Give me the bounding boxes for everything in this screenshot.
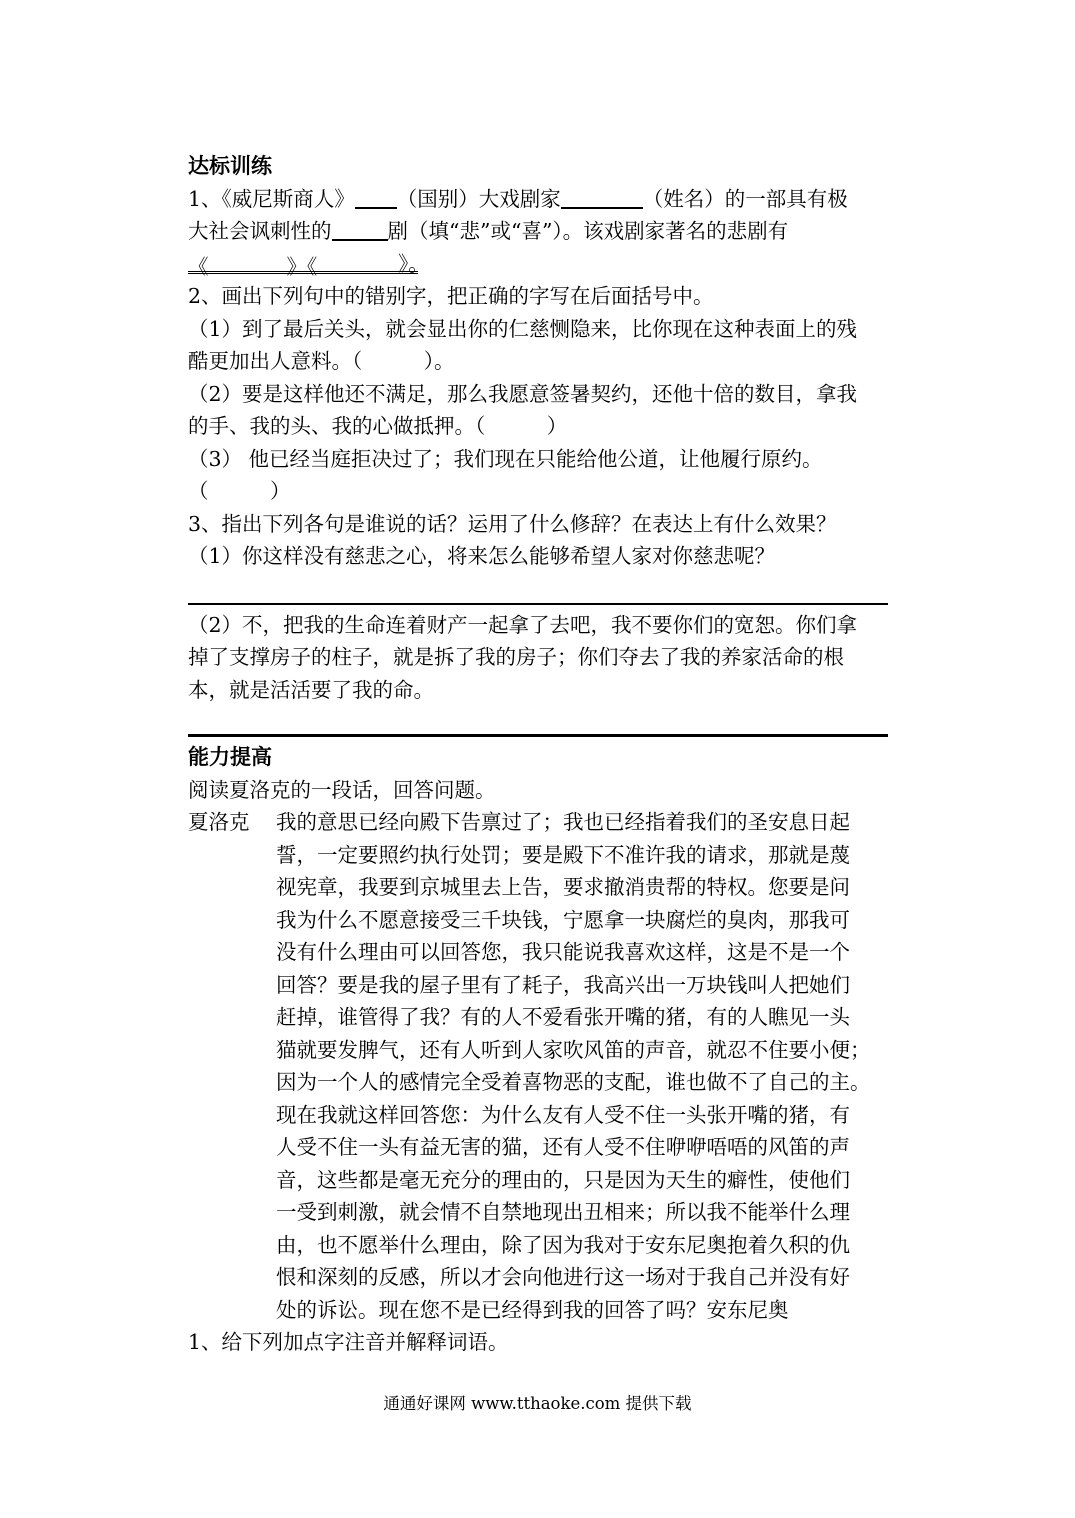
speech-line: 我的意思已经向殿下告禀过了；我也已经指着我们的圣安息日起: [276, 810, 850, 834]
q1-text-a: 1、《威尼斯商人》: [188, 186, 355, 211]
speech-line: 视宪章，我要到京城里去上告，要求撤消贵帮的特权。您要是问: [276, 875, 850, 899]
speech-line: 现在我就这样回答您：为什么友有人受不住一头张开嘴的猪，有: [276, 1102, 850, 1127]
q2-item-1-line-2: 酷更加出人意料。（ ）。: [188, 349, 455, 373]
speech-line: 没有什么理由可以回答您，我只能说我喜欢这样，这是不是一个: [276, 940, 850, 964]
speech-line: 恨和深刻的反感，所以才会向他进行这一场对于我自己并没有好: [276, 1265, 850, 1289]
q1-text-d: 大社会讽刺性的: [188, 219, 332, 243]
speech-line: 誓，一定要照约执行处罚；要是殿下不准许我的请求，那就是蔑: [276, 842, 850, 867]
speech-line: 赶掉，谁管得了我？有的人不爱看张开嘴的猪，有的人瞧见一头: [276, 1005, 850, 1029]
blank-playwright-name[interactable]: [561, 185, 643, 209]
page-footer: 通通好课网 www.tthaoke.com 提供下载: [383, 1394, 692, 1413]
speech-line: 处的诉讼。现在您不是已经得到我的回答了吗？安东尼奥: [276, 1297, 789, 1322]
q3-item-1: （1）你这样没有慈悲之心，将来怎么能够希望人家对你慈悲呢？: [188, 544, 776, 568]
speaker-name: 夏洛克: [188, 810, 250, 834]
q1-text-b: （国别）大戏剧家: [396, 186, 561, 211]
section-divider: [188, 734, 888, 737]
section-heading-ability: 能力提高: [188, 745, 272, 769]
speech-line: 由，也不愿举什么理由，除了因为我对于安东尼奥抱着久积的仇: [276, 1232, 850, 1257]
question-3: [188, 508, 888, 738]
speech-text: [276, 806, 871, 1326]
q3-title: 3、指出下列各句是谁说的话？运用了什么修辞？在表达上有什么效果？: [188, 511, 837, 536]
q1-text-c: （姓名）的一部具有极: [642, 186, 848, 211]
answer-line[interactable]: [188, 603, 888, 605]
section2-question-1: 1、给下列加点字注音并解释词语。: [188, 1330, 509, 1354]
speech-line: 我为什么不愿意接受三千块钱，宁愿拿一块腐烂的臭肉，那我可: [276, 907, 850, 932]
blank-tragedy-titles[interactable]: 《 》《: [188, 251, 418, 274]
blank-genre[interactable]: [332, 217, 388, 241]
q2-title: 2、画出下列句中的错别字，把正确的字写在后面括号中。: [188, 284, 714, 308]
question-1: [188, 183, 888, 281]
worksheet-page: [188, 150, 888, 1359]
q2-item-3-line-1: （3） 他已经当庭拒决过了；我们现在只能给他公道，让他履行原约。: [188, 446, 823, 471]
q3-item-2-line-2: 掉了支撑房子的柱子，就是拆了我的房子；你们夺去了我的养家活命的根: [188, 645, 844, 669]
q3-item-2-line-3: 本，就是活活要了我的命。: [188, 677, 434, 702]
section-heading-practice: 达标训练: [188, 154, 272, 178]
speech-line: 因为一个人的感情完全受着喜物恶的支配，谁也做不了自己的主。: [276, 1070, 871, 1094]
q2-item-1-line-1: （1）到了最后关头，就会显出你的仁慈恻隐来，比你现在这种表面上的残: [188, 316, 858, 341]
q1-text-f: 》。: [398, 251, 429, 276]
speech-line: 人受不住一头有益无害的猫，还有人受不住咿咿唔唔的风笛的声: [276, 1135, 850, 1159]
q3-item-2-line-1: （2）不，把我的生命连着财产一起拿了去吧，我不要你们的宽恕。你们拿: [188, 612, 858, 637]
question-2: [188, 280, 888, 508]
q1-text-e: 剧（填“悲”或“喜”）。该戏剧家著名的悲剧有: [387, 219, 789, 243]
reading-intro: 阅读夏洛克的一段话，回答问题。: [188, 777, 496, 802]
q2-item-3-line-2: （ ）: [188, 479, 291, 503]
q2-item-2-line-2: 的手、我的头、我的心做抵押。（ ）: [188, 414, 568, 438]
speech-line: 回答？要是我的屋子里有了耗子，我高兴出一万块钱叫人把她们: [276, 972, 850, 997]
dialogue-block: [188, 806, 888, 1326]
speech-line: 猫就要发脾气，还有人听到人家吹风笛的声音，就忍不住要小便；: [276, 1037, 871, 1062]
speech-line: 音，这些都是毫无充分的理由的，只是因为天生的癖性，使他们: [276, 1167, 850, 1192]
q2-item-2-line-1: （2）要是这样他还不满足，那么我愿意签暑契约，还他十倍的数目，拿我: [188, 381, 858, 406]
speech-line: 一受到刺激，就会情不自禁地现出丑相来；所以我不能举什么理: [276, 1200, 850, 1224]
blank-country[interactable]: [355, 185, 397, 209]
